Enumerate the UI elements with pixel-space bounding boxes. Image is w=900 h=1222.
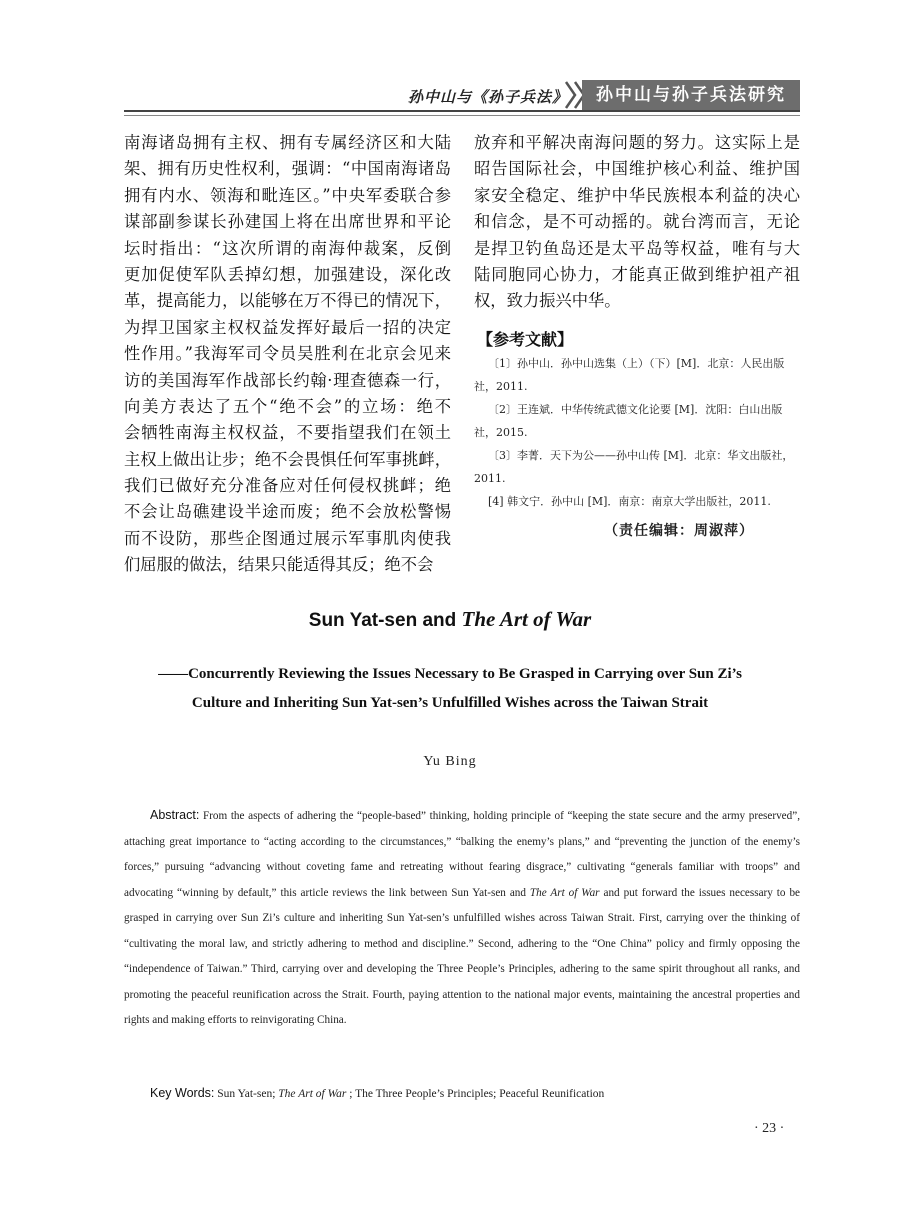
reference-item: [4] 韩文宁．孙中山 [M]．南京：南京大学出版社，2011.: [488, 495, 771, 508]
reference-item: 〔1〕孙中山．孙中山选集（上）（下）[M]．北京：人民出版社，2011.: [474, 357, 785, 393]
header-rule-thin: [124, 115, 800, 116]
text-line: 架、拥有历史性权利，强调：“中国南海诸岛: [124, 159, 451, 179]
page-number: · 23 ·: [754, 1121, 785, 1136]
text-line: 坛时指出：“这次所谓的南海仲裁案，反倒: [124, 238, 451, 258]
english-subtitle-line: ——Concurrently Reviewing the Issues Necessary to Be Grasped in Carrying over Sun Zi’s: [158, 666, 742, 682]
text-line: 陆同胞同心协力，才能真正做到维护祖产祖: [474, 264, 800, 284]
text-line: 南海诸岛拥有主权、拥有专属经济区和大陆: [124, 133, 451, 152]
text-line: 是捍卫钓鱼岛还是太平岛等权益，唯有与大: [474, 238, 800, 258]
text-line: 性作用。”我海军司令员吴胜利在北京会见来: [124, 344, 451, 364]
text-line: 们屈服的做法，结果只能适得其反；绝不会: [124, 555, 434, 575]
key-words-italic: The Art of War: [278, 1088, 347, 1100]
reference-item: 〔2〕王连斌．中华传统武德文化论要 [M]．沈阳：白山出版社，2015.: [474, 403, 783, 439]
text-line: 拥有内水、领海和毗连区。”中央军委联合参: [124, 185, 451, 205]
text-line: 和信念，是不可动摇的。就台湾而言，无论: [474, 212, 800, 232]
abstract-italic-title: The Art of War: [529, 886, 600, 899]
key-words: [150, 1086, 604, 1100]
abstract: [124, 803, 800, 1034]
text-line: 而不设防，那些企图通过展示军事肌肉使我: [124, 528, 451, 548]
english-subtitle: [100, 660, 800, 718]
key-words-label: Key Words:: [150, 1086, 215, 1100]
header-rule: [124, 110, 800, 112]
text-line: 权，致力振兴中华。: [474, 291, 621, 311]
english-title-italic: The Art of War: [461, 607, 592, 631]
text-line: 更加促使军队丢掉幻想，加强建设，深化改: [124, 264, 451, 284]
text-line: 我们已做好充分准备应对任何侵权挑衅；绝: [124, 476, 451, 496]
text-line: 向美方表达了五个“绝不会”的立场：绝不: [124, 396, 451, 416]
references-list: [474, 352, 800, 513]
english-title: [0, 607, 900, 632]
key-words-text: Sun Yat-sen;: [214, 1088, 279, 1100]
text-line: 主权上做出让步；绝不会畏惧任何军事挑衅，: [124, 449, 451, 469]
text-line: 昭告国际社会，中国维护核心利益、维护国: [474, 159, 800, 179]
author-name: Yu Bing: [423, 754, 477, 769]
right-column-text: [474, 130, 800, 315]
english-subtitle-line: Culture and Inheriting Sun Yat-sen’s Unfulfilled Wishes across the Taiwan Strait: [191, 695, 709, 711]
text-line: 为捍卫国家主权权益发挥好最后一招的决定: [124, 317, 451, 337]
section-label: 孙中山与孙子兵法研究: [582, 80, 800, 110]
responsible-editor: （责任编辑：周淑萍）: [604, 523, 754, 539]
text-line: 家安全稳定、维护中华民族根本利益的决心: [474, 185, 800, 205]
abstract-text: From the aspects of adhering the “people-based” thinking, holding principle of “keeping the state secure and the army preserved”, attaching great importance to “acting according to the circumstances,” “balking the enemy’s plans,” and “preventing the junction of the enemy’s forces,” pursuing “advancing without coveting fame and retreating without fearing disgrace,” cultivating “generals familiar with troops” and advocating “winning by default,” this article reviews the link between Sun Yat-sen and: [124, 810, 800, 899]
text-line: 访的美国海军作战部长约翰·理查德森一行，: [124, 370, 451, 390]
abstract-text-continued: and put forward the issues necessary to be grasped in carrying over Sun Zi’s culture and inheriting Sun Yat-sen’s unfulfilled wishes across Taiwan Strait. First, carrying over the thinking of “cultivating the moral law, and strictly adhering to method and discipline.” Second, adhering to the “One China” policy and firmly opposing the “independence of Taiwan.” Third, carrying over and developing the Three People’s Principles, adhering to the same spirit throughout all ranks, and promoting the peaceful reunification across the Strait. Fourth, paying attention to the national major events, maintaining the ancestral properties and rights and making efforts to reinvigorating China.: [124, 886, 801, 1026]
reference-item: 〔3〕李菁．天下为公——孙中山传 [M]．北京：华文出版社，2011.: [474, 449, 794, 485]
text-line: 会牺牲南海主权权益，不要指望我们在领土: [124, 423, 451, 443]
key-words-text-continued: ; The Three People’s Principles; Peaceful Reunification: [346, 1088, 605, 1100]
abstract-label: Abstract:: [150, 808, 200, 822]
running-header: [124, 80, 800, 118]
text-line: 革，提高能力，以能够在万不得已的情况下，: [124, 291, 451, 311]
references-title: 【参考文献】: [477, 330, 574, 349]
running-title: 孙中山与《孙子兵法》: [407, 88, 568, 106]
text-line: 不会让岛礁建设半途而废；绝不会放松警惕: [124, 502, 451, 522]
english-title-plain: Sun Yat-sen and: [308, 610, 462, 631]
text-line: 谋部副参谋长孙建国上将在出席世界和平论: [124, 212, 451, 232]
left-column-text: [124, 130, 451, 579]
text-line: 放弃和平解决南海问题的努力。这实际上是: [474, 133, 800, 152]
